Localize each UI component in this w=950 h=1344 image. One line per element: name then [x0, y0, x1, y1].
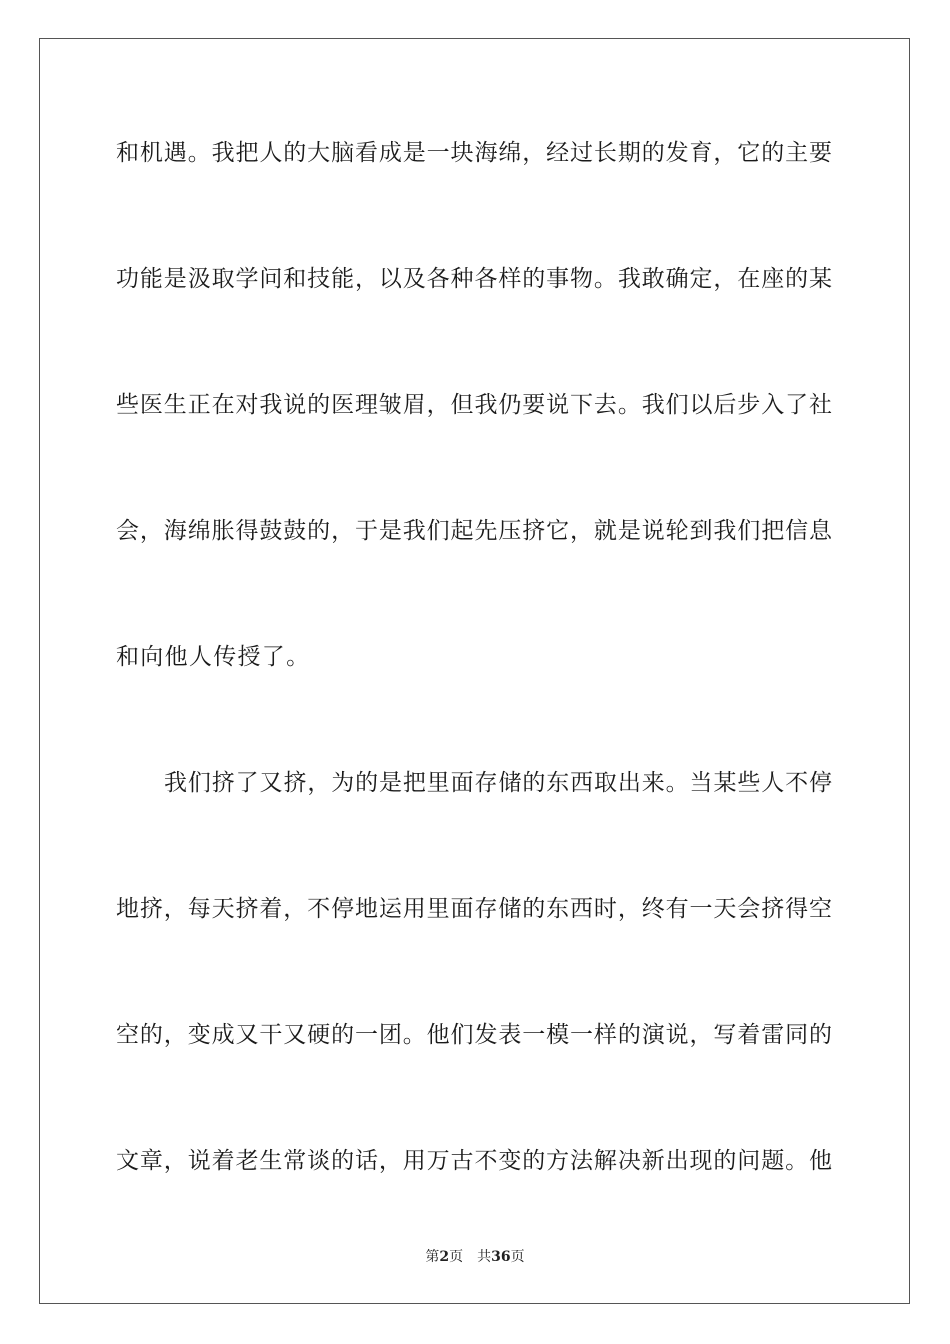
text-line: 会，海绵胀得鼓鼓的，于是我们起先压挤它，就是说轮到我们把信息 [116, 518, 832, 544]
paragraph-start-line: 我们挤了又挤，为的是把里面存储的东西取出来。当某些人不停 [164, 770, 832, 796]
text-line: 和机遇。我把人的大脑看成是一块海绵，经过长期的发育，它的主要 [116, 140, 832, 166]
document-body [116, 127, 832, 1261]
page-prefix: 第 [425, 1249, 440, 1265]
text-line: 和向他人传授了。 [116, 644, 311, 670]
total-pages-number: 36 [491, 1249, 511, 1265]
page-footer [0, 1246, 950, 1266]
total-suffix: 页 [510, 1249, 525, 1265]
total-prefix: 共 [477, 1249, 492, 1265]
page-indicator [425, 1249, 463, 1265]
total-pages-indicator [477, 1249, 524, 1265]
text-line: 文章，说着老生常谈的话，用万古不变的方法解决新出现的问题。他 [116, 1148, 832, 1174]
page-suffix: 页 [449, 1249, 464, 1265]
page-number: 2 [439, 1249, 450, 1265]
text-line: 些医生正在对我说的医理皱眉，但我仍要说下去。我们以后步入了社 [116, 392, 832, 418]
text-line: 空的，变成又干又硬的一团。他们发表一模一样的演说，写着雷同的 [116, 1022, 832, 1048]
text-line: 地挤，每天挤着，不停地运用里面存储的东西时，终有一天会挤得空 [116, 896, 832, 922]
text-line: 功能是汲取学问和技能，以及各种各样的事物。我敢确定，在座的某 [116, 266, 832, 292]
